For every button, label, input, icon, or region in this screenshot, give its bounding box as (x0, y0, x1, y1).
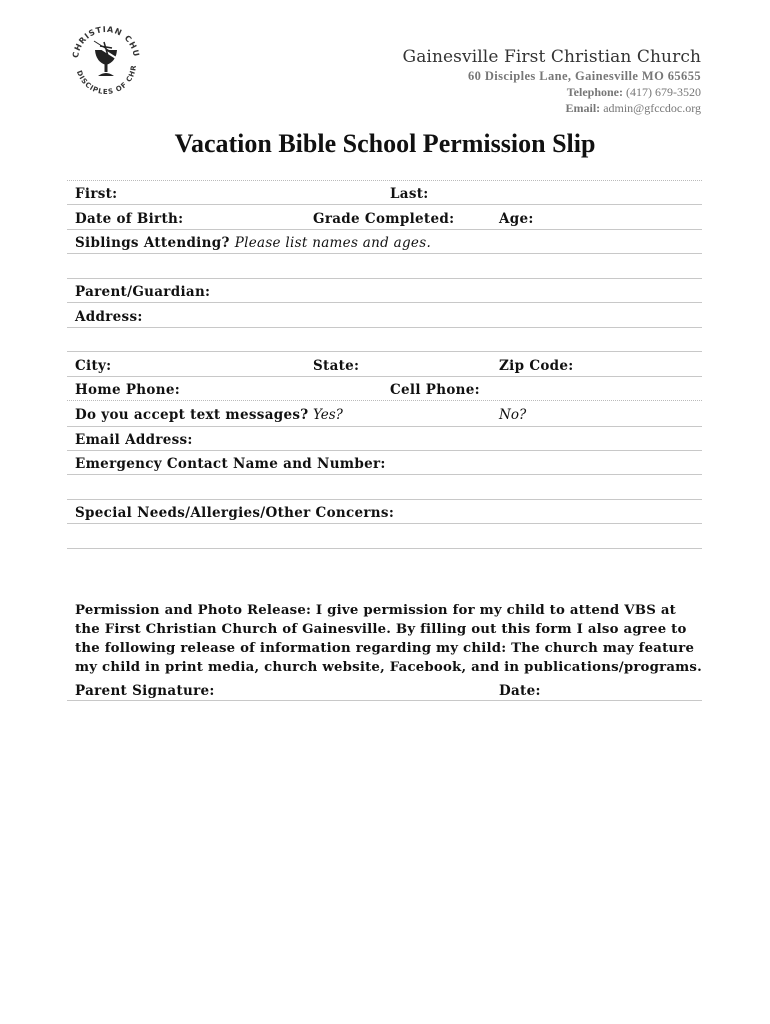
age-field[interactable]: Age: (499, 211, 534, 227)
text-messages-yes-option[interactable]: Yes? (313, 407, 343, 423)
divider (67, 351, 702, 352)
emergency-contact-field[interactable]: Emergency Contact Name and Number: (75, 456, 386, 472)
church-name: Gainesville First Christian Church (402, 47, 701, 67)
siblings-field[interactable]: Siblings Attending? Please list names and ages. (75, 235, 432, 251)
text-messages-question: Do you accept text messages? (75, 407, 309, 423)
divider (67, 229, 702, 230)
parent-guardian-field[interactable]: Parent/Guardian: (75, 284, 211, 300)
divider (67, 523, 702, 524)
address-field[interactable]: Address: (75, 309, 143, 325)
divider (67, 426, 702, 427)
city-field[interactable]: City: (75, 358, 112, 374)
divider (67, 204, 702, 205)
divider (67, 450, 702, 451)
church-email: Email: admin@gfccdoc.org (565, 101, 701, 115)
svg-text:CHRISTIAN CHURCH: CHRISTIAN CHU (70, 24, 141, 59)
church-logo (64, 18, 148, 102)
divider (67, 499, 702, 500)
divider (67, 548, 702, 549)
date-of-birth-field[interactable]: Date of Birth: (75, 211, 184, 227)
svg-text:DISCIPLES OF CHRIST: DISCIPLES OF CHR (74, 64, 139, 97)
church-telephone: Telephone: (417) 679-3520 (566, 85, 701, 99)
divider (67, 474, 702, 475)
siblings-hint: Please list names and ages. (234, 235, 432, 251)
divider (67, 376, 702, 377)
church-address: 60 Disciples Lane, Gainesville MO 65655 (468, 69, 701, 83)
grade-completed-field[interactable]: Grade Completed: (313, 211, 455, 227)
divider (67, 400, 702, 401)
divider (67, 700, 702, 701)
parent-signature-field[interactable]: Parent Signature: (75, 683, 215, 699)
state-field[interactable]: State: (313, 358, 360, 374)
divider (67, 278, 702, 279)
zip-code-field[interactable]: Zip Code: (499, 358, 574, 374)
first-name-field[interactable]: First: (75, 186, 118, 202)
cell-phone-field[interactable]: Cell Phone: (390, 382, 480, 398)
signature-date-field[interactable]: Date: (499, 683, 541, 699)
divider (67, 253, 702, 254)
divider (67, 327, 702, 328)
divider (67, 302, 702, 303)
home-phone-field[interactable]: Home Phone: (75, 382, 180, 398)
last-name-field[interactable]: Last: (390, 186, 429, 202)
divider (67, 180, 702, 181)
special-needs-field[interactable]: Special Needs/Allergies/Other Concerns: (75, 505, 395, 521)
church-header (403, 47, 701, 116)
permission-release-text: Permission and Photo Release: I give permission for my child to attend VBS at the First Christian Church of Gainesville. By filling out this form I also agree to the following release of information regarding my child: The church may feature my child in print media, church website, Facebook, and in publications/programs. (75, 603, 702, 675)
text-messages-no-option[interactable]: No? (499, 407, 527, 423)
form-title: Vacation Bible School Permission Slip (174, 129, 596, 158)
email-address-field[interactable]: Email Address: (75, 432, 193, 448)
